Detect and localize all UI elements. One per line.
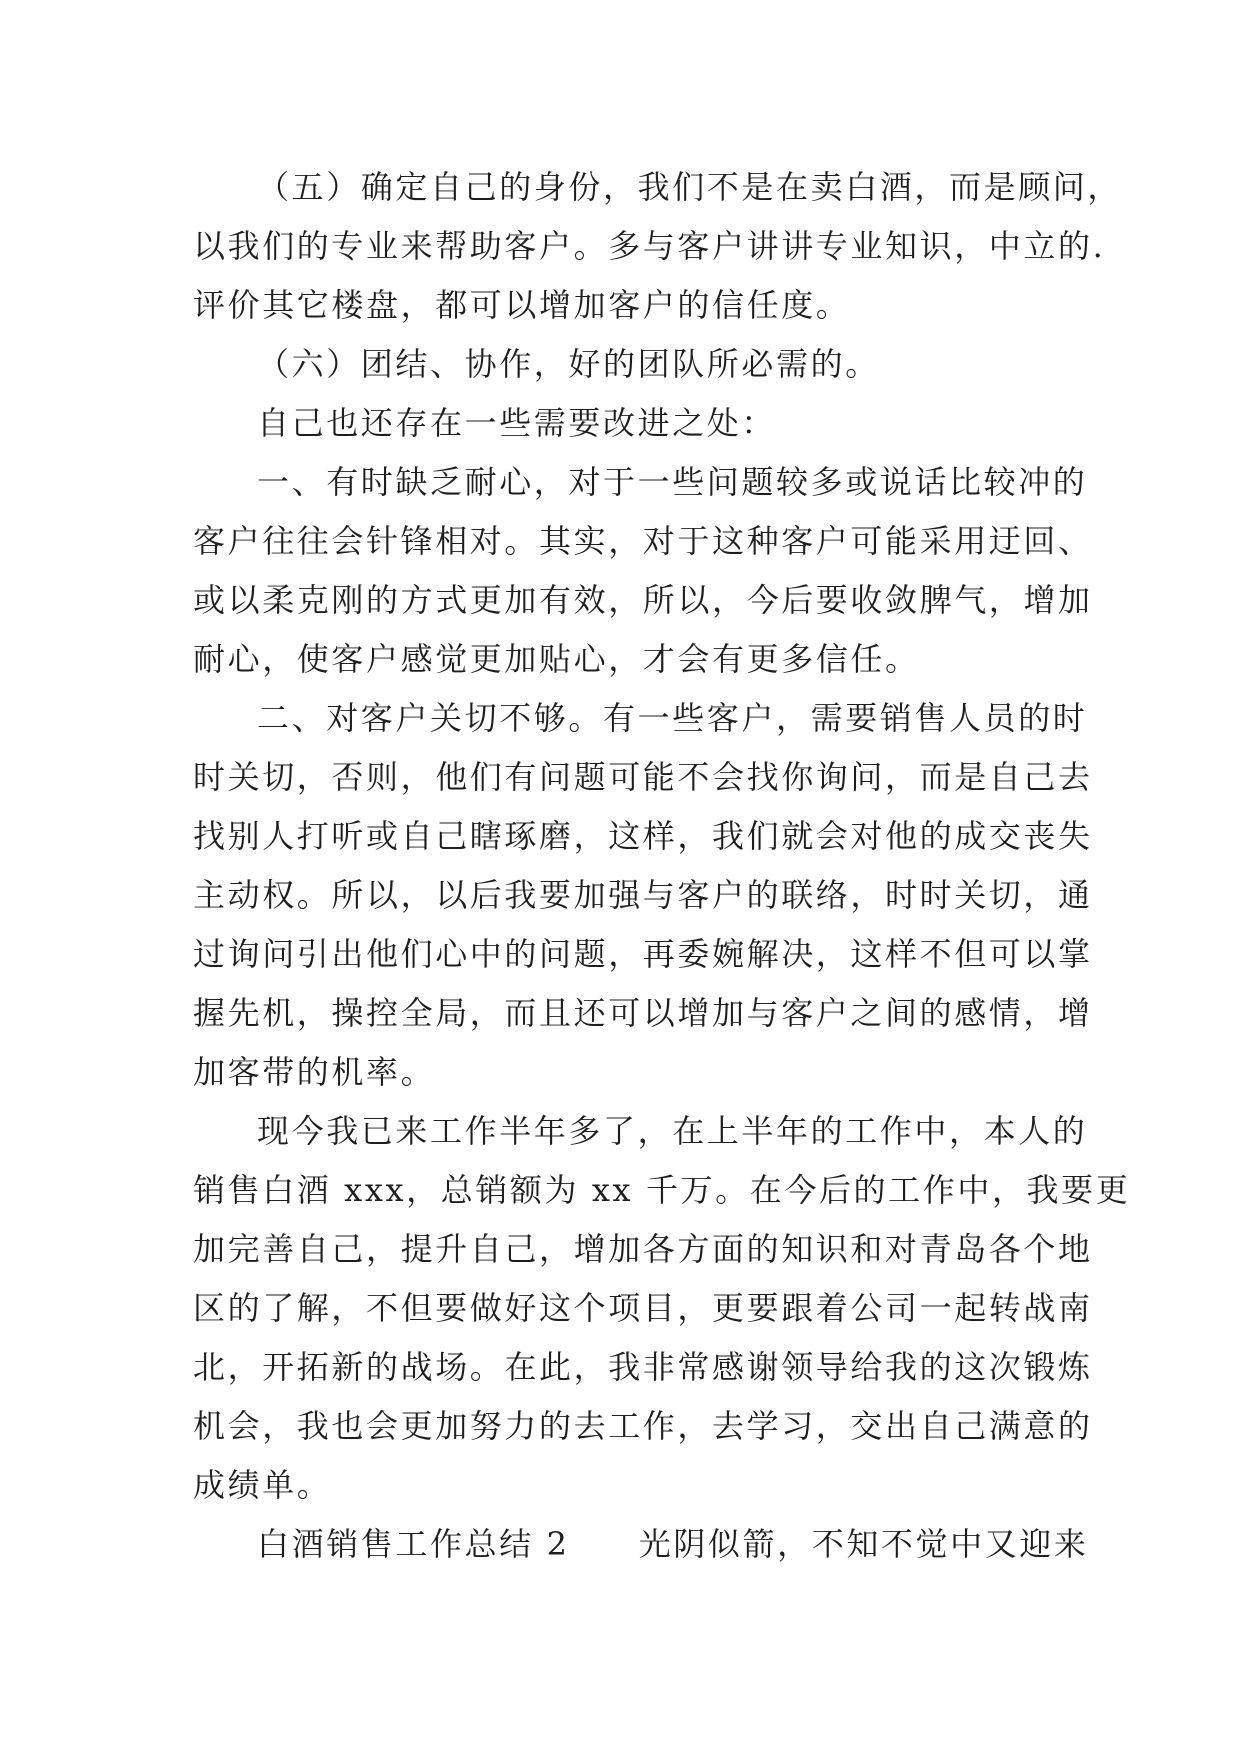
text-line: 加客带的机率。 [193, 1053, 436, 1091]
text-line: （五）确定自己的身份，我们不是在卖白酒，而是顾问， [257, 168, 1123, 206]
text-line: 以我们的专业来帮助客户。多与客户讲讲专业知识，中立的. [193, 227, 1106, 265]
text-line: 自己也还存在一些需要改进之处： [257, 404, 777, 442]
text-line: 加完善自己，提升自己，增加各方面的知识和对青岛各个地 [193, 1230, 1093, 1268]
section-heading-line: 白酒销售工作总结 2 光阴似箭，不知不觉中又迎来 [257, 1525, 1089, 1563]
text-line: 找别人打听或自己瞎琢磨，这样，我们就会对他的成交丧失 [193, 817, 1093, 855]
text-line: 区的了解，不但要做好这个项目，更要跟着公司一起转战南 [193, 1289, 1093, 1327]
text-line: 二、对客户关切不够。有一些客户，需要销售人员的时 [257, 699, 1088, 737]
text-line: 握先机，操控全局，而且还可以增加与客户之间的感情，增 [193, 994, 1093, 1032]
text-line: 成绩单。 [193, 1466, 332, 1504]
text-line: 或以柔克刚的方式更加有效，所以，今后要收敛脾气，增加 [193, 581, 1093, 619]
text-line: 主动权。所以，以后我要加强与客户的联络，时时关切，通 [193, 876, 1093, 914]
text-line: （六）团结、协作，好的团队所必需的。 [257, 345, 880, 383]
text-line: 机会，我也会更加努力的去工作，去学习，交出自己满意的 [193, 1407, 1093, 1445]
document-body [193, 158, 1131, 1574]
text-line: 北，开拓新的战场。在此，我非常感谢领导给我的这次锻炼 [193, 1348, 1093, 1386]
text-line: 一、有时缺乏耐心，对于一些问题较多或说话比较冲的 [257, 463, 1088, 501]
text-line: 客户往往会针锋相对。其实，对于这种客户可能采用迂回、 [193, 522, 1093, 560]
text-line: 耐心，使客户感觉更加贴心，才会有更多信任。 [193, 640, 920, 678]
text-line: 时关切，否则，他们有问题可能不会找你询问，而是自己去 [193, 758, 1093, 796]
text-line: 现今我已来工作半年多了，在上半年的工作中，本人的 [257, 1112, 1088, 1150]
text-line: 销售白酒 xxx，总销额为 xx 千万。在今后的工作中，我要更 [193, 1171, 1131, 1209]
text-line: 过询问引出他们心中的问题，再委婉解决，这样不但可以掌 [193, 935, 1093, 973]
text-line: 评价其它楼盘，都可以增加客户的信任度。 [193, 286, 851, 324]
